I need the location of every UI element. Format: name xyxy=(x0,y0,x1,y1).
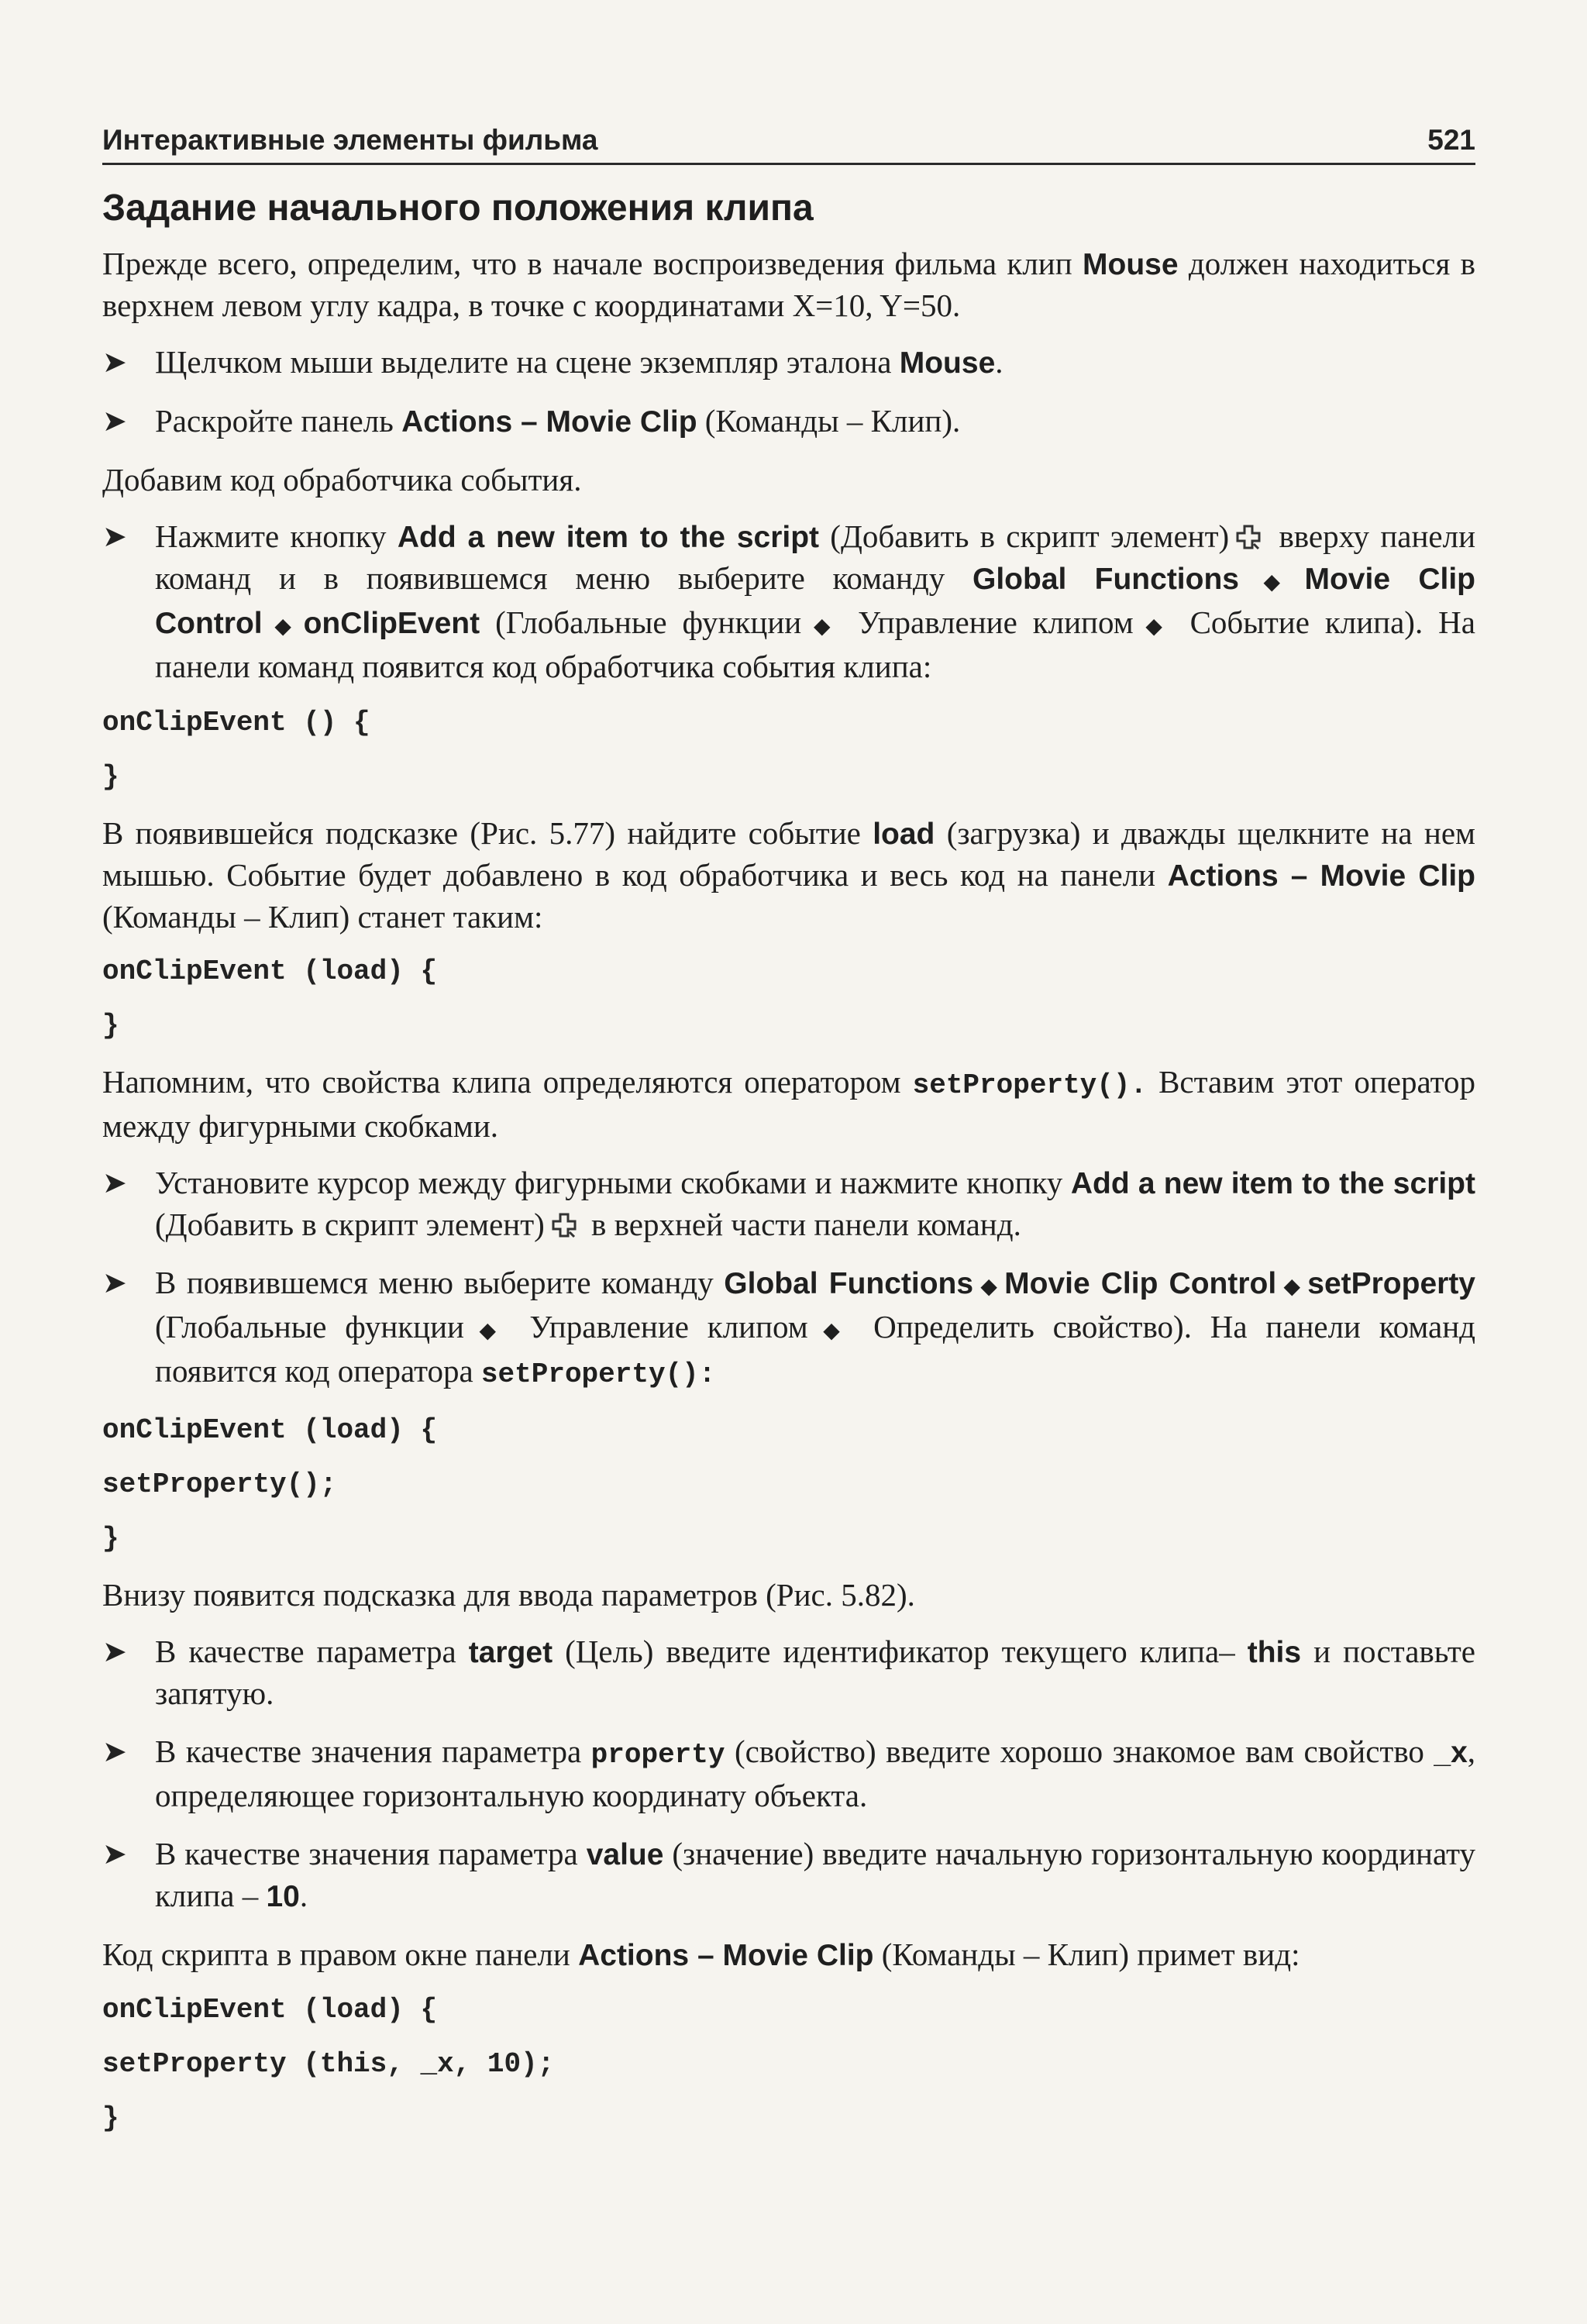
book-page xyxy=(102,124,1475,2154)
list-item: ➤ Нажмите кнопку Add a new item to the script (Добавить в скрипт элемент) вверху панели команд и в появившемся меню выберите команду Global Functions ◆ Movie Clip Control ◆ onClipEvent (Глобальные функции ◆ Управление клипом ◆ Событие клипа). На панели команд появится код обработчика события клипа: xyxy=(102,516,1475,687)
diamond-separator-icon: ◆ xyxy=(1281,1273,1303,1299)
code-line: } xyxy=(102,1523,119,1554)
code-line: onClipEvent () { xyxy=(102,707,370,739)
code-line: onClipEvent (load) { xyxy=(102,955,438,987)
paragraph: Добавим код обработчика события. xyxy=(102,462,582,498)
add-item-plus-icon xyxy=(1235,524,1262,550)
paragraph: В появившейся подсказке (Рис. 5.77) найдите событие load (загрузка) и дважды щелкните на нем мышью. Событие будет добавлено в код обработчика и весь код на панели Actions – Movie Clip (Команды – Клип) станет таким: xyxy=(102,815,1475,935)
diamond-separator-icon: ◆ xyxy=(806,613,838,639)
section-title: Интерактивные элементы фильма xyxy=(102,124,598,156)
section-heading: Задание начального положения клипа xyxy=(102,188,814,229)
arrow-bullet-icon: ➤ xyxy=(102,1837,127,1871)
running-header xyxy=(102,124,1475,165)
list-item: ➤ В качестве значения параметра value (значение) введите начальную горизонтальную координату клипа – 10. xyxy=(102,1833,1475,1917)
diamond-separator-icon: ◆ xyxy=(978,1273,1000,1299)
list-item: ➤ Раскройте панель Actions – Movie Clip (Команды – Клип). xyxy=(102,401,1475,442)
arrow-bullet-icon: ➤ xyxy=(102,1165,127,1200)
arrow-bullet-icon: ➤ xyxy=(102,1265,127,1300)
arrow-bullet-icon: ➤ xyxy=(102,345,127,379)
list-item: ➤ В качестве значения параметра property (свойство) введите хорошо знакомое вам свойство _x, определяющее горизонтальную координату объекта. xyxy=(102,1731,1475,1816)
list-item: ➤ Установите курсор между фигурными скобками и нажмите кнопку Add a new item to the script (Добавить в скрипт элемент) в верхней части панели команд. xyxy=(102,1162,1475,1245)
paragraph: Прежде всего, определим, что в начале воспроизведения фильма клип Mouse должен находиться в верхнем левом углу кадра, в точке с координатами X=10, Y=50. xyxy=(102,246,1476,323)
diamond-separator-icon: ◆ xyxy=(1138,613,1170,639)
add-item-plus-icon xyxy=(551,1212,577,1238)
diamond-separator-icon: ◆ xyxy=(469,1317,507,1343)
code-line: } xyxy=(102,2102,119,2134)
code-line: } xyxy=(102,761,119,793)
arrow-bullet-icon: ➤ xyxy=(102,519,127,553)
code-line: onClipEvent (load) { xyxy=(102,1414,438,1446)
code-line: onClipEvent (load) { xyxy=(102,1994,438,2026)
diamond-separator-icon: ◆ xyxy=(267,613,299,639)
arrow-bullet-icon: ➤ xyxy=(102,404,127,438)
page-number: 521 xyxy=(1427,124,1475,156)
list-item: ➤ В появившемся меню выберите команду Global Functions ◆ Movie Clip Control ◆ setProperty (Глобальные функции ◆ Управление клипом ◆ Определить свойство). На панели команд появится код оператора setProperty(): xyxy=(102,1262,1475,1395)
code-line: setProperty (this, _x, 10); xyxy=(102,2048,555,2080)
diamond-separator-icon: ◆ xyxy=(1243,569,1300,594)
code-line: setProperty(); xyxy=(102,1468,337,1500)
arrow-bullet-icon: ➤ xyxy=(102,1634,127,1668)
paragraph: Код скрипта в правом окне панели Actions – Movie Clip (Команды – Клип) примет вид: xyxy=(102,1937,1300,1972)
arrow-bullet-icon: ➤ xyxy=(102,1734,127,1768)
paragraph: Внизу появится подсказка для ввода параметров (Рис. 5.82). xyxy=(102,1577,915,1613)
list-item: ➤ Щелчком мыши выделите на сцене экземпляр эталона Mouse. xyxy=(102,342,1475,384)
code-line: } xyxy=(102,1010,119,1041)
diamond-separator-icon: ◆ xyxy=(812,1317,851,1343)
list-item: ➤ В качестве параметра target (Цель) введите идентификатор текущего клипа– this и поставьте запятую. xyxy=(102,1631,1475,1714)
paragraph: Напомним, что свойства клипа определяются оператором setProperty(). Вставим этот оператор между фигурными скобками. xyxy=(102,1064,1475,1144)
